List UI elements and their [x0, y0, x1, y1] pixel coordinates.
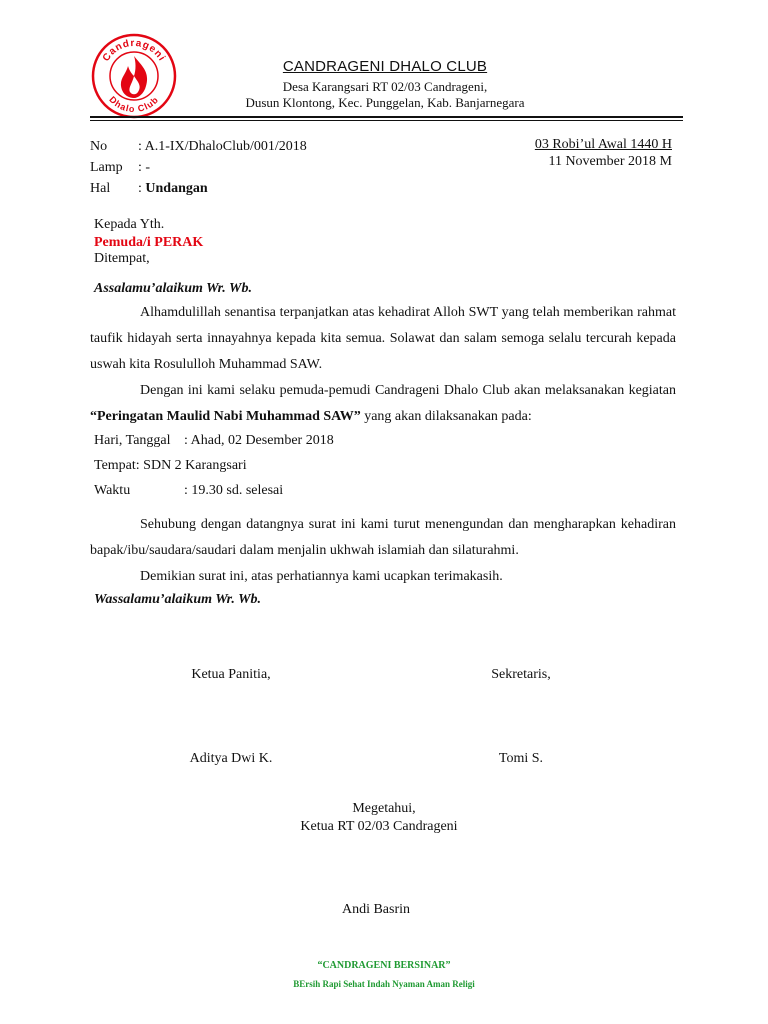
- approval-label: Megetahui,: [352, 801, 416, 816]
- detail-place: [94, 458, 247, 474]
- footer-tagline-rest: rsih Rapi Sehat Indah Nyaman Aman Religi: [305, 979, 475, 989]
- detail-place-label: Tempat:: [94, 458, 140, 473]
- detail-day: [94, 433, 334, 449]
- paragraph-2-part-b: yang akan dilaksanakan pada:: [360, 409, 532, 424]
- club-logo: [90, 32, 178, 120]
- recipient-line2: Pemuda/i PERAK: [94, 235, 204, 250]
- meta-hal-label: Hal: [90, 181, 111, 196]
- detail-place-value: SDN 2 Karangsari: [143, 458, 247, 473]
- closing-greeting: Wassalamu’alaikum Wr. Wb.: [94, 592, 262, 607]
- logo-text-top: Candrageni: [100, 37, 168, 64]
- meta-no-value: : A.1-IX/DhaloClub/001/2018: [138, 139, 307, 154]
- paragraph-1: Alhamdulillah senantisa terpanjatkan atas kehadirat Alloh SWT yang telah memberikan rahmat taufik hidayah serta innayahnya kepada kita semua. Solawat dan salam semoga selalu tercurah kepada uswah kita Rosululloh Muhammad SAW.: [90, 305, 676, 372]
- date-hijri: 03 Robi’ul Awal 1440 H: [534, 137, 672, 152]
- detail-time: [94, 483, 283, 499]
- header-divider-thin: [90, 120, 683, 121]
- meta-lamp-label: Lamp: [90, 160, 123, 175]
- paragraph-4: Demikian surat ini, atas perhatiannya kami ucapkan terimakasih.: [140, 569, 503, 584]
- logo-text-bottom: Dhalo Club: [107, 94, 161, 115]
- signer-right-name: Tomi S.: [498, 751, 544, 766]
- meta-no-label: No: [90, 139, 108, 154]
- paragraph-3: Sehubung dengan datangnya surat ini kami turut menengundan dan mengharapkan kehadiran bapak/ibu/saudara/saudari dalam menjalin ukhwah islamiah dan silaturahmi.: [90, 517, 676, 558]
- meta-lamp: [90, 160, 150, 176]
- flame-icon: [121, 56, 147, 98]
- footer-slogan: “CANDRAGENI BERSINAR”: [317, 960, 451, 971]
- signer-left-name: Aditya Dwi K.: [189, 751, 273, 766]
- detail-day-value: : Ahad, 02 Desember 2018: [184, 433, 334, 448]
- date-masehi: 11 November 2018 M: [548, 154, 672, 169]
- recipient-line3: Ditempat,: [94, 251, 150, 266]
- detail-day-label: Hari, Tanggal: [94, 433, 171, 448]
- approval-name: Andi Basrin: [341, 902, 411, 917]
- org-address-line1: Desa Karangsari RT 02/03 Candrageni,: [282, 79, 488, 94]
- footer-tagline: [0, 979, 768, 989]
- paragraph-2-part-a: Dengan ini kami selaku pemuda-pemudi Candrageni Dhalo Club akan melaksanakan kegiatan: [140, 383, 676, 398]
- footer-tagline-caps: BE: [293, 979, 306, 989]
- meta-hal: [90, 181, 208, 197]
- detail-time-value: : 19.30 sd. selesai: [184, 483, 284, 498]
- paragraph-2: [90, 378, 676, 430]
- signer-left-role: Ketua Panitia,: [191, 667, 271, 682]
- meta-hal-sep: :: [138, 181, 142, 196]
- greeting: Assalamu’alaikum Wr. Wb.: [94, 281, 252, 296]
- detail-time-label: Waktu: [94, 483, 131, 498]
- event-name: “Peringatan Maulid Nabi Muhammad SAW”: [90, 409, 361, 424]
- signer-right-role: Sekretaris,: [491, 667, 551, 682]
- org-title: CANDRAGENI DHALO CLUB: [282, 58, 488, 75]
- org-address-line2: Dusun Klontong, Kec. Punggelan, Kab. Banjarnegara: [245, 95, 525, 110]
- meta-no: [90, 139, 307, 155]
- recipient-line1: Kepada Yth.: [94, 217, 165, 232]
- meta-lamp-value: : -: [138, 160, 151, 175]
- approval-role: Ketua RT 02/03 Candrageni: [300, 819, 458, 834]
- header-divider: [90, 116, 683, 118]
- meta-hal-value: Undangan: [145, 181, 208, 196]
